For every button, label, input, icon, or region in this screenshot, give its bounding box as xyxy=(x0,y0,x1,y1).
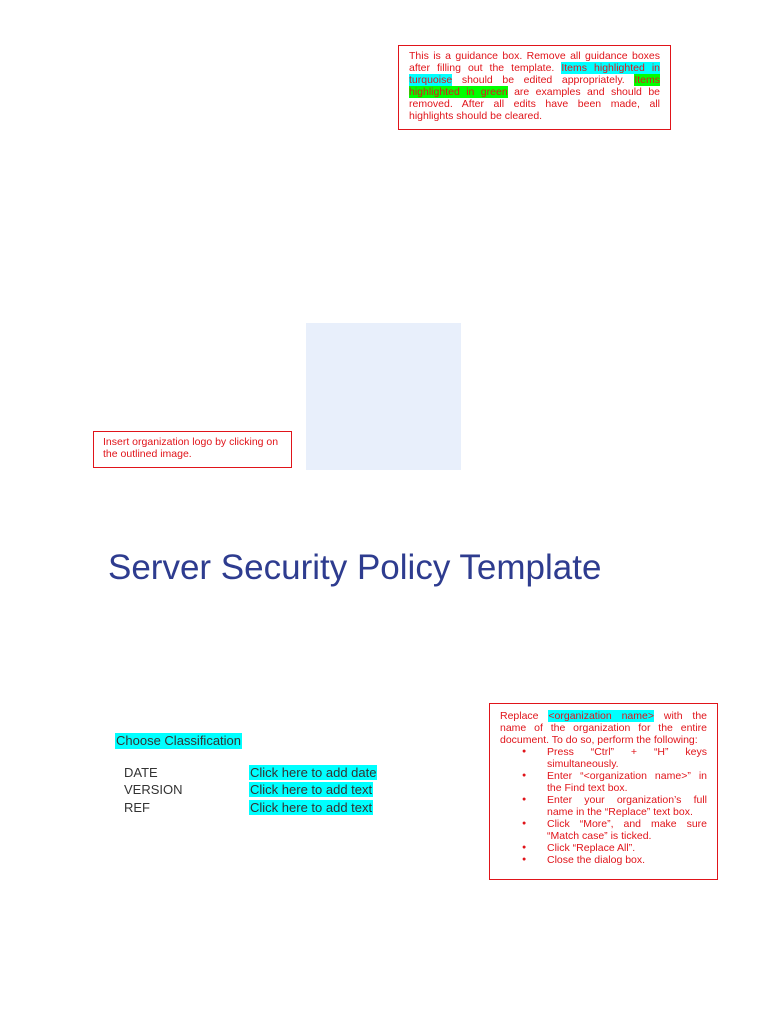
turquoise-highlight: Items highlighted in turquoise xyxy=(409,62,660,86)
replace-steps-list xyxy=(500,746,707,866)
meta-row-date xyxy=(124,765,377,781)
list-item: ● Close the dialog box. xyxy=(500,854,707,866)
list-item: ● Click “Replace All”. xyxy=(500,842,707,854)
logo-guidance-box xyxy=(93,431,292,468)
list-item: ● Press “Ctrl” + “H” keys simultaneously. xyxy=(500,746,707,770)
meta-row-ref xyxy=(124,800,373,816)
guidance-box-top xyxy=(398,45,671,130)
document-title: Server Security Policy Template xyxy=(108,548,602,587)
date-field[interactable]: Click here to add date xyxy=(250,765,377,780)
logo-placeholder-image[interactable] xyxy=(306,323,461,470)
green-highlight: Items highlighted in green xyxy=(409,74,660,98)
list-item: ● Click “More”, and make sure “Match case” is ticked. xyxy=(500,818,707,842)
replace-guidance-box xyxy=(489,703,718,880)
list-item: ● Enter your organization’s full name in the “Replace” text box. xyxy=(500,794,707,818)
turquoise-highlight: <organization name> xyxy=(548,710,654,722)
meta-label: DATE xyxy=(124,765,158,780)
replace-guidance-text: Replace <organization name> with the name of the organization for the entire document. To do so, perform the following: xyxy=(500,710,707,746)
meta-label: VERSION xyxy=(124,782,183,797)
list-item: ● Enter “<organization name>” in the Find text box. xyxy=(500,770,707,794)
meta-label: REF xyxy=(124,800,150,815)
classification-field[interactable]: Choose Classification xyxy=(116,733,242,748)
logo-guidance-text: Insert organization logo by clicking on the outlined image. xyxy=(103,436,279,460)
ref-field[interactable]: Click here to add text xyxy=(250,800,373,815)
meta-row-version xyxy=(124,782,373,798)
guidance-text: This is a guidance box. Remove all guidance boxes after filling out the template. Items highlighted in turquoise should be edited appropriately. Items highlighted in green are examples and should be removed. After all edits have been made, all highlights should be cleared. xyxy=(409,50,660,122)
version-field[interactable]: Click here to add text xyxy=(250,782,373,797)
